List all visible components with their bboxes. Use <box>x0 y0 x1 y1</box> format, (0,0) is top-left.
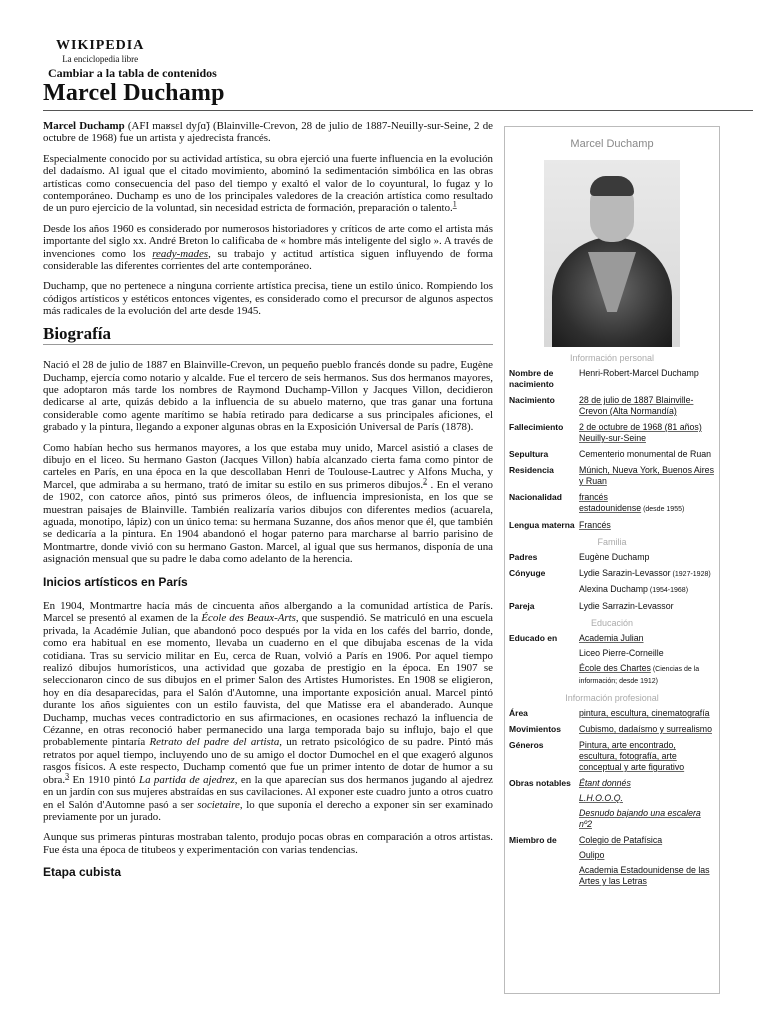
ipa-pronunciation[interactable]: (AFI maʁsɛl dyʃɑ̃) <box>127 120 210 132</box>
reference-link[interactable]: 1 <box>452 199 457 209</box>
section-familia: Familia <box>597 537 627 547</box>
lead-p3-text-a: Desde los años 1960 es considerado por numerosos historiadores y críticos de arte como el artista más importante del siglo xx. André Breton lo calificaba de « hombre más inteligente del siglo ». A través de invenciones como los <box>43 222 493 260</box>
portrait-hair <box>590 176 634 196</box>
subsection-heading-inicios: Inicios artísticos en París <box>43 574 188 589</box>
lead-p2-text: Especialmente conocido por su actividad artística, su obra ejerció una fuerte influencia en la evolución del dadaísmo. Al igual que el citado movimiento, abominó la sedimentación simbólica en las obras artísticas como consecuencia del paso del tiempo y exaltó el valor de lo coyuntural, lo fugaz y lo contemporáneo. Duchamp es uno de los principales valedores de la creación artística como resultado de un puro ejercicio de la voluntad, sin necesidad estricta de formación, preparación o talento. <box>43 152 493 215</box>
subsection-heading-cubista: Etapa cubista <box>43 865 122 880</box>
spouse-2-dates: (1954-1968) <box>647 587 689 594</box>
infobox <box>504 126 720 994</box>
section-profesional: Información profesional <box>565 693 659 703</box>
row-label: Movimientos <box>509 724 561 734</box>
title-divider <box>43 110 753 111</box>
beaux-arts-link[interactable]: École des Beaux-Arts <box>201 612 296 625</box>
inicios-text-e: , en la que aparecían sus dos hermanos jugando al ajedrez en un jardín con sus mujeres abstraídas en sus cavilaciones. Al exponer este cuadro junto a otros cuatro en el Salón d'Automne pasó a ser <box>43 773 493 811</box>
row-label: Residencia <box>509 465 554 475</box>
row-label: Nacimiento <box>509 395 555 405</box>
inicios-text-f: , lo que suponía el derecho a exponer sin ser examinado previamente por un jurado. <box>43 798 493 823</box>
row-value-link[interactable]: Cementerio monumental de Ruan <box>579 449 712 459</box>
lead-paragraph-1 <box>43 120 493 145</box>
row-nacionalidad <box>505 490 719 518</box>
row-sepultura <box>505 447 719 463</box>
ready-mades-link[interactable]: ready-mades <box>152 247 209 260</box>
edu-academia-julian-link[interactable]: Academia Julian <box>579 633 644 643</box>
row-miembro <box>505 833 719 890</box>
row-value-link[interactable]: Francés <box>579 520 611 530</box>
row-padres <box>505 550 719 566</box>
lead-p3-text-b: , su trabajo y actitud artística siguen influyendo de forma considerable las diferentes corrientes del arte contemporáneo. <box>43 247 493 273</box>
work-lhooq-link[interactable]: L.H.O.O.Q. <box>579 793 623 803</box>
member-oulipo-link[interactable]: Oulipo <box>579 850 605 860</box>
article-body <box>43 120 493 891</box>
row-fallecimiento <box>505 420 719 447</box>
biografia-paragraph-2 <box>43 442 493 566</box>
row-value-link[interactable]: Cubismo, dadaísmo y surrealismo <box>579 724 712 734</box>
row-value-link[interactable]: pintura, escultura, cinematografía <box>579 708 710 718</box>
section-heading-biografia: Biografía <box>43 328 493 345</box>
lead-paragraph-4: Duchamp, que no pertenece a ninguna corriente artística precisa, tiene un estilo único. Rompiendo los códigos artísticos y estéticos entonces vigentes, es considerado como el precursor de algunos aspectos más radicales de la evolución del arte desde 1945. <box>43 280 493 318</box>
row-value-link[interactable]: 28 de julio de 1887 Blainville-Crevon (Alta Normandía) <box>579 395 694 416</box>
inicios-text-d: En 1910 pintó <box>69 773 140 786</box>
biografia-p2-text-a: Como habían hecho sus hermanos mayores, a los que estaba muy unido, Marcel asistió a clases de dibujo en el liceo. Su hermano Gaston (Jacques Villon) había alcanzado cierta fama como pintor de carteles en París, en una época en la que descollaban Henri de Toulouse-Lautrec y Alfons Mucha, y Marcel, que admiraba a su hermano, trató de imitar su estilo en sus primeros dibujos. <box>43 441 493 491</box>
row-value: Henri-Robert-Marcel Duchamp <box>579 368 699 378</box>
lead-paragraph-2 <box>43 153 493 215</box>
row-area <box>505 706 719 722</box>
row-nacimiento <box>505 393 719 420</box>
row-value: Lydie Sarrazin-Levassor <box>579 601 674 611</box>
row-label: Géneros <box>509 740 544 750</box>
row-movimientos <box>505 722 719 738</box>
inicios-text-a: En 1904, Montmartre hacía más de cincuenta años albergando a la comunidad artística de París. Marcel se presentó al examen de la <box>43 600 493 625</box>
member-academia-link[interactable]: Academia Estadounidense de las Artes y las Letras <box>579 865 710 886</box>
lead-name: Marcel Duchamp <box>43 120 125 132</box>
row-value-link[interactable]: 2 de octubre de 1968 (81 años) Neuilly-sur-Seine <box>579 422 702 443</box>
societaire-link[interactable]: societaire <box>197 798 240 811</box>
nationality-french-link[interactable]: francés <box>579 492 608 502</box>
partida-ajedrez-title: La partida de ajedrez <box>139 773 235 786</box>
member-patafisica-link[interactable]: Colegio de Patafísica <box>579 835 663 845</box>
lead-paragraph-3 <box>43 223 493 273</box>
nationality-us-note: (desde 1955) <box>641 506 685 513</box>
inicios-text-b: , que suspendió. Se matriculó en una escuela privada, la Académie Julian, que abandonó poco después por la vida en los cafés del barrio, donde, como era habitual en ese momento, llevaba un cuaderno en el que dibujaba escenas de la vida cotidiana. Tras su servicio militar en Eu, cerca de Ruan, volvió a París en 1906. Por aquel tiempo realizó dibujos humorísticos, una actividad que gozaba de prestigio en la época. En 1907 se seleccionaron cinco de sus dibujos en el primer Salon des Artistes Humoristes. En 1908 se eligieron, hoy en día desaparecidas, para el Salón d'Automne, una importante exposición anual. Marcel pintó durante los años siguientes con un estilo fauvista, del que Matisse era el abanderado. Aunque Duchamp, muchas veces contradictorio en sus afirmaciones, en ocasiones rechazó la influencia de Cézanne, en otras reconoció haber permanecido una larga temporada bajo su influjo, bajo el que probablemente pintaría <box>43 612 493 749</box>
retrato-padre-title: Retrato del padre del artista <box>149 736 280 749</box>
row-label: Padres <box>509 552 538 562</box>
page-title: Marcel Duchamp <box>43 80 225 106</box>
toc-toggle-link[interactable]: Cambiar a la tabla de contenidos <box>48 66 217 80</box>
wikipedia-logo[interactable] <box>56 38 144 64</box>
row-conyuge <box>505 566 719 599</box>
row-lengua <box>505 518 719 534</box>
row-obras <box>505 776 719 833</box>
row-label: Fallecimiento <box>509 422 564 432</box>
biografia-paragraph-1: Nació el 28 de julio de 1887 en Blainville-Crevon, un pequeño pueblo francés donde su padre, Eugène Duchamp, ejercía como notario y alcalde. Fue el tercero de seis hermanos. Sus dos hermanos mayores, que adoptaron más tarde los nombres de Raymond Duchamp-Villon y Jacques Villon, decidieron dedicarse al arte, quizás debido a la influencia de su abuelo materno, que tras ganar una fortuna considerable como agente marítimo se había retirado para dedicarse a sus principales aficiones, el grabado y la pintura, llegando a exponer algunas obras en la Exposición Universal de París (1878). <box>43 359 493 434</box>
nationality-us-link[interactable]: estadounidense <box>579 503 642 513</box>
section-educacion: Educación <box>590 618 634 628</box>
inicios-paragraph-1 <box>43 600 493 823</box>
row-value: Eugène Duchamp <box>579 552 650 562</box>
infobox-title: Marcel Duchamp <box>570 138 654 150</box>
row-generos <box>505 738 719 776</box>
reference-link[interactable]: 3 <box>65 771 70 781</box>
row-label: Sepultura <box>509 449 549 459</box>
biografia-p2-text-b: . En el verano de 1902, con catorce años, pintó sus primeros óleos, de influencia impresionista, en los que se muestran paisajes de Blainville. También realizaría varios dibujos con diferentes medios (acuarela, aguada, monotipo, lápiz) con un único tema: su hermana Suzanne, dos años menor que él, que también se dedicaría a la pintura. En 1904 abandonó el hogar paterno para marcharse al barrio parisino de Montmartre, donde vivió con su hermano Gaston. Marcel, al igual que sus hermanos, disponía de una asignación mensual que su padre le daba como adelanto de la herencia. <box>43 478 493 566</box>
spouse-1-dates: (1927-1928) <box>670 571 711 578</box>
row-label: Pareja <box>509 601 535 611</box>
row-value-link[interactable]: Múnich, Nueva York, Buenos Aires y Ruan <box>579 465 714 486</box>
row-nombre <box>505 366 719 393</box>
lead-p1-text: (Blainville-Crevon, 28 de julio de 1887-Neuilly-sur-Seine, 2 de octubre de 1968) fue un artista y ajedrecista francés. <box>43 120 493 145</box>
row-label: Miembro de <box>509 835 557 845</box>
row-label: Educado en <box>509 633 558 643</box>
row-value-link[interactable]: Pintura, arte encontrado, escultura, fotografía, arte conceptual y arte figurativo <box>579 740 685 772</box>
row-label: Lengua materna <box>509 520 575 530</box>
row-educado <box>505 631 719 690</box>
edu-ecole-note: (Ciencias de la información; desde 1912) <box>579 666 700 685</box>
reference-link[interactable]: 2 <box>423 476 428 486</box>
logo-tagline: La enciclopedia libre <box>62 54 139 64</box>
edu-ecole-chartes-link[interactable]: École des Chartes <box>579 663 651 673</box>
row-label: Cónyuge <box>509 568 546 578</box>
row-label: Obras notables <box>509 778 571 788</box>
portrait-photo[interactable] <box>544 160 680 347</box>
row-label: Nombre de nacimiento <box>509 368 554 389</box>
edu-liceo: Liceo Pierre-Corneille <box>579 648 664 658</box>
work-desnudo-link[interactable]: Desnudo bajando una escalera nº2 <box>579 808 701 829</box>
section-personal: Información personal <box>569 353 655 363</box>
spouse-2: Alexina Duchamp <box>579 584 648 594</box>
spouse-1: Lydie Sarazin-Levassor <box>579 568 671 578</box>
row-label: Nacionalidad <box>509 492 562 502</box>
inicios-text-c: , un retrato psicológico de su padre. Pintó más retratos por aquel tiempo, incluyendo uno de su amigo el doctor Dumochel en el que exageró algunos rasgos físicos. A este respecto, Duchamp comentó que fue un primer intento de dotar de humor a su obra. <box>43 736 493 786</box>
logo-wordmark: WIKIPEDIA <box>56 38 145 53</box>
inicios-paragraph-2: Aunque sus primeras pinturas mostraban talento, produjo pocas obras en comparación a otros artistas. Fue ésta una época de titubeos y experimentación con varias tendencias. <box>43 831 493 856</box>
row-residencia <box>505 463 719 490</box>
row-label: Área <box>509 708 528 718</box>
work-etant-donnes-link[interactable]: Étant donnés <box>579 778 631 788</box>
row-pareja <box>505 599 719 615</box>
